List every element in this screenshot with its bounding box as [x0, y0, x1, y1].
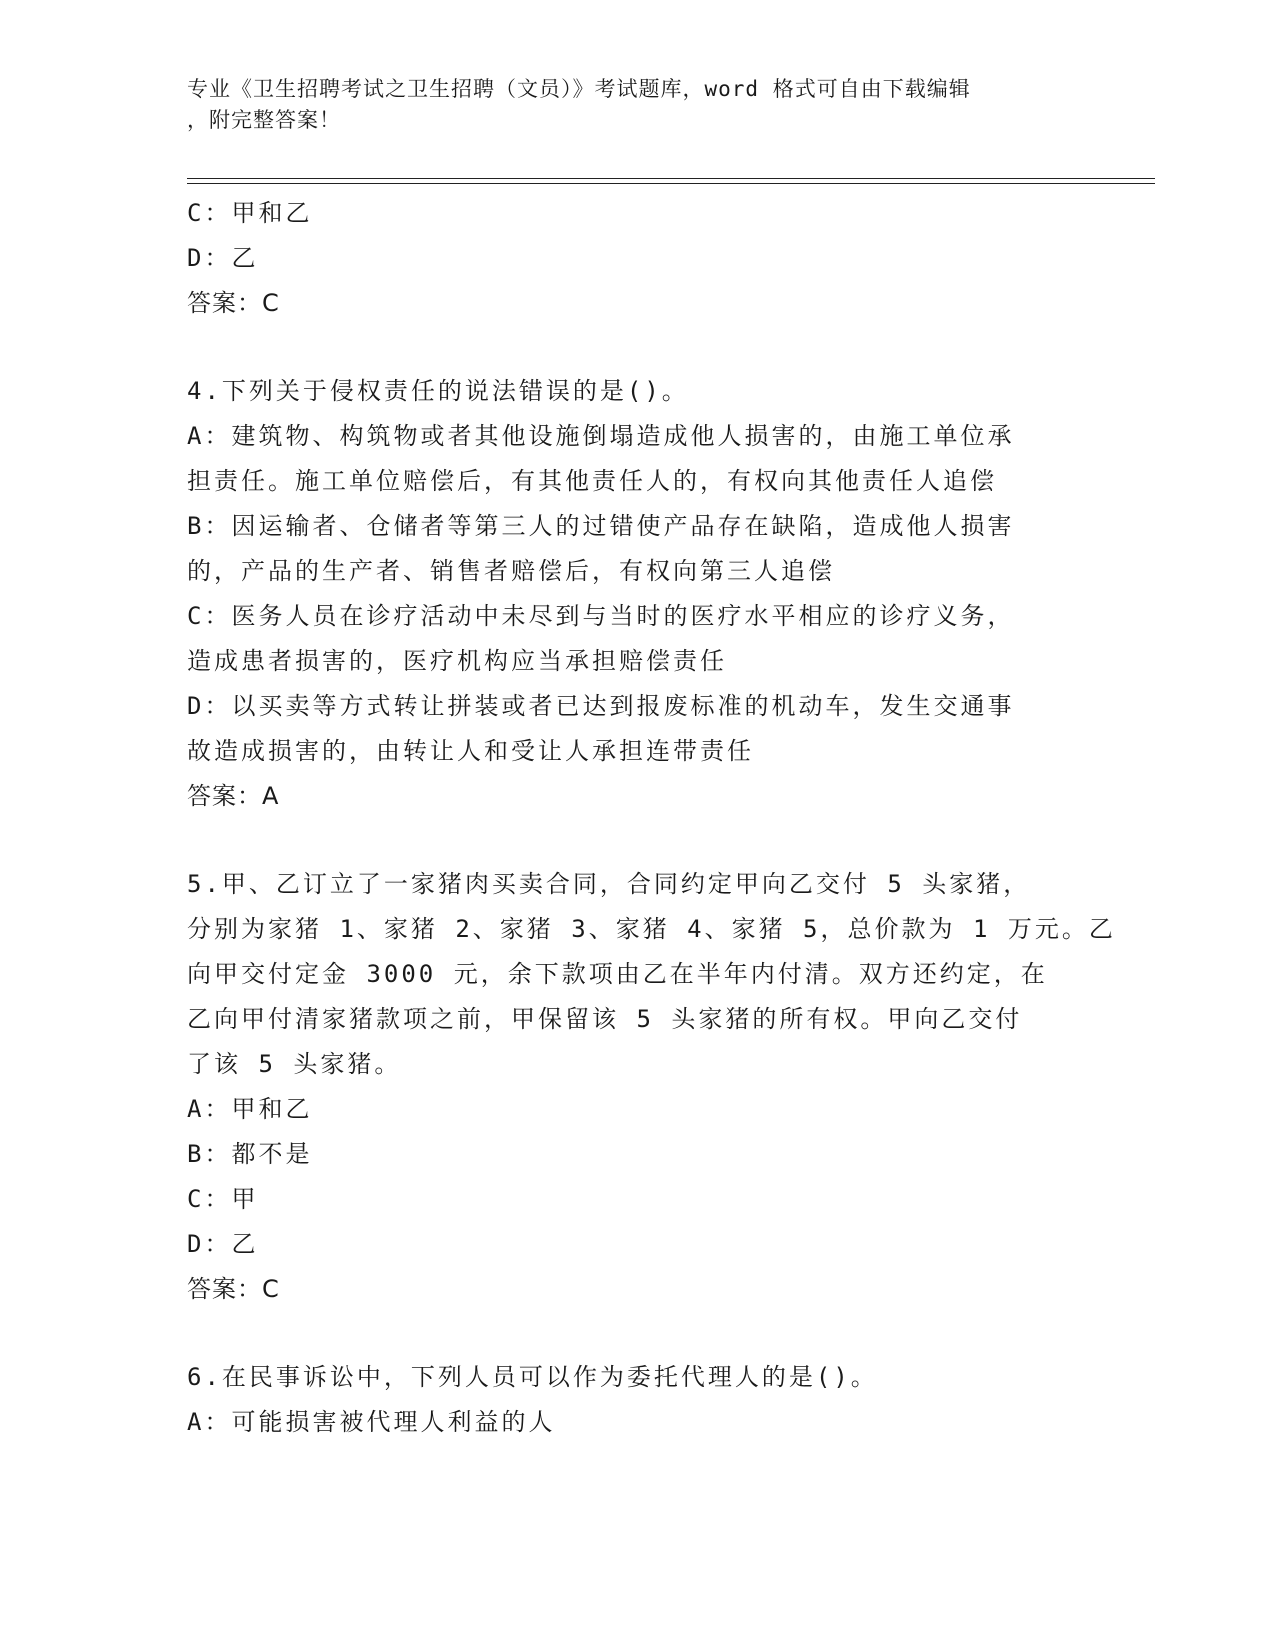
answer: 答案：C: [187, 1275, 280, 1303]
question-4: [187, 369, 1087, 819]
header-divider-bottom: [187, 183, 1155, 184]
question-stem-line-2: 分别为家猪 1、家猪 2、家猪 3、家猪 4、家猪 5，总价款为 1 万元。乙: [187, 915, 1116, 943]
option-c: C：甲和乙: [187, 199, 313, 227]
option-d-line-2: 故造成损害的，由转让人和受让人承担连带责任: [187, 737, 754, 765]
question-content: [187, 191, 1116, 1445]
header-divider-top: [187, 178, 1155, 179]
option-b-line-2: 的，产品的生产者、销售者赔偿后，有权向第三人追偿: [187, 557, 835, 585]
document-header: [187, 74, 1087, 136]
option-c: C：甲: [187, 1185, 259, 1213]
answer: 答案：A: [187, 782, 280, 810]
question-stem-line-5: 了该 5 头家猪。: [187, 1050, 402, 1078]
option-b: B：都不是: [187, 1140, 313, 1168]
header-line-2: ，附完整答案！: [187, 108, 341, 132]
question-stem-line-4: 乙向甲付清家猪款项之前，甲保留该 5 头家猪的所有权。甲向乙交付: [187, 1005, 1023, 1033]
question-5: [187, 862, 1116, 1312]
option-c-line-2: 造成患者损害的，医疗机构应当承担赔偿责任: [187, 647, 727, 675]
option-d: D：乙: [187, 1230, 259, 1258]
option-c-line-1: C：医务人员在诊疗活动中未尽到与当时的医疗水平相应的诊疗义务，: [187, 602, 1015, 630]
option-a: A：可能损害被代理人利益的人: [187, 1408, 556, 1436]
spacer: [187, 1312, 1087, 1355]
answer: 答案：C: [187, 289, 280, 317]
question-6: [187, 1355, 1087, 1445]
option-a-line-2: 担责任。施工单位赔偿后，有其他责任人的，有权向其他责任人追偿: [187, 467, 997, 495]
question-stem: 4.下列关于侵权责任的说法错误的是()。: [187, 377, 689, 405]
option-b-line-1: B：因运输者、仓储者等第三人的过错使产品存在缺陷，造成他人损害: [187, 512, 1015, 540]
option-d: D：乙: [187, 244, 259, 272]
question-stem-line-3: 向甲交付定金 3000 元，余下款项由乙在半年内付清。双方还约定，在: [187, 960, 1048, 988]
option-a: A：甲和乙: [187, 1095, 313, 1123]
spacer: [187, 819, 1087, 862]
option-d-line-1: D：以买卖等方式转让拼装或者已达到报废标准的机动车，发生交通事: [187, 692, 1015, 720]
header-line-1: 专业《卫生招聘考试之卫生招聘（文员）》考试题库，word 格式可自由下载编辑: [187, 77, 971, 101]
question-3-tail: [187, 191, 1087, 326]
question-stem-line-1: 5.甲、乙订立了一家猪肉买卖合同，合同约定甲向乙交付 5 头家猪，: [187, 870, 1031, 898]
option-a-line-1: A：建筑物、构筑物或者其他设施倒塌造成他人损害的，由施工单位承: [187, 422, 1015, 450]
question-stem: 6.在民事诉讼中，下列人员可以作为委托代理人的是()。: [187, 1363, 878, 1391]
spacer: [187, 326, 1087, 369]
